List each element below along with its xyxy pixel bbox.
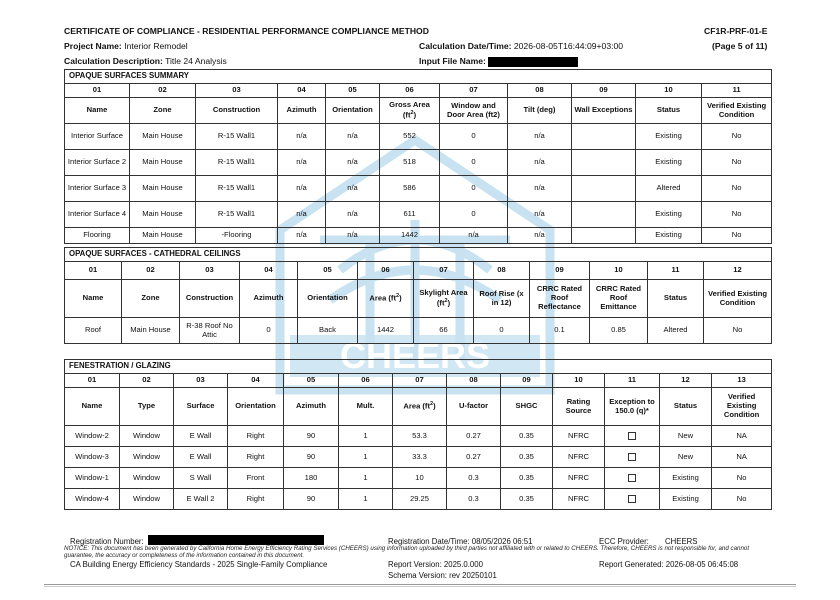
fenestration-cell: 0.27 <box>447 426 501 447</box>
form-id: CF1R-PRF-01-E <box>704 26 768 36</box>
fenestration-cell: Window-1 <box>65 468 120 489</box>
opaque-cell: n/a <box>508 150 572 176</box>
fenestration-row <box>65 426 772 447</box>
opaque-cell: Existing <box>636 202 702 228</box>
opaque-col-number: 05 <box>326 84 380 98</box>
cathedral-cell: 66 <box>414 318 474 344</box>
watermark-text: CHEERS <box>339 335 491 376</box>
opaque-column-header-text: Orientation <box>332 105 373 115</box>
cathedral-cell: 0 <box>474 318 530 344</box>
fenestration-close-paren: ) <box>433 401 436 411</box>
calc-description-value: Title 24 Analysis <box>165 56 227 66</box>
opaque-cell: n/a <box>326 228 380 244</box>
opaque-cell: Main House <box>130 202 196 228</box>
fenestration-col-number: 10 <box>553 374 605 388</box>
fenestration-column-header-text: Mult. <box>356 401 375 411</box>
opaque-cell: Existing <box>636 228 702 244</box>
fenestration-column-header <box>65 388 120 426</box>
input-file-redaction <box>488 57 578 67</box>
fenestration-cell: NFRC <box>553 426 605 447</box>
opaque-col-number: 11 <box>702 84 772 98</box>
opaque-cell: n/a <box>440 228 508 244</box>
fenestration-column-header <box>228 388 284 426</box>
fenestration-column-header <box>284 388 339 426</box>
fenestration-col-number: 11 <box>605 374 660 388</box>
opaque-cell: R-15 Wall1 <box>196 202 278 228</box>
opaque-cell: Interior Surface 2 <box>65 150 130 176</box>
fenestration-exception-checkbox-cell <box>605 489 660 510</box>
fenestration-cell: New <box>660 426 712 447</box>
cathedral-header-row <box>65 280 772 318</box>
fenestration-column-header <box>174 388 228 426</box>
cathedral-column-header-text: Skylight Area (ft <box>419 288 468 308</box>
opaque-col-number: 06 <box>380 84 440 98</box>
footer-rule <box>44 584 796 585</box>
cathedral-column-header-text: Zone <box>141 293 160 303</box>
opaque-cell: -Flooring <box>196 228 278 244</box>
cathedral-col-number: 12 <box>704 262 772 280</box>
opaque-column-header <box>278 98 326 124</box>
checkbox-icon <box>628 432 636 440</box>
opaque-cell <box>572 150 636 176</box>
opaque-row <box>65 202 772 228</box>
opaque-header-row <box>65 98 772 124</box>
opaque-column-header-text: Window and Door Area (ft2) <box>447 100 500 119</box>
opaque-close-paren: ) <box>413 110 417 120</box>
opaque-col-number: 02 <box>130 84 196 98</box>
fenestration-cell: Window-2 <box>65 426 120 447</box>
document-title: CERTIFICATE OF COMPLIANCE - RESIDENTIAL PERFORMANCE COMPLIANCE METHOD <box>64 26 429 36</box>
opaque-cell: n/a <box>508 176 572 202</box>
opaque-cell: n/a <box>326 202 380 228</box>
opaque-surfaces-title: OPAQUE SURFACES SUMMARY <box>65 70 772 84</box>
fenestration-cell: 29.25 <box>393 489 447 510</box>
ecc-provider-label: ECC Provider: <box>599 537 649 546</box>
opaque-column-header-text: Tilt (deg) <box>523 105 556 115</box>
cathedral-cell: R-38 Roof No Attic <box>180 318 240 344</box>
checkbox-icon <box>628 453 636 461</box>
cathedral-col-number: 04 <box>240 262 298 280</box>
opaque-cell: Main House <box>130 228 196 244</box>
opaque-cell: 611 <box>380 202 440 228</box>
cathedral-col-number: 09 <box>530 262 590 280</box>
fenestration-row <box>65 489 772 510</box>
opaque-cell: n/a <box>326 150 380 176</box>
fenestration-number-row <box>65 374 772 388</box>
project-name-value: Interior Remodel <box>124 41 188 51</box>
fenestration-cell: Front <box>228 468 284 489</box>
calc-description-label: Calculation Description: <box>64 56 163 66</box>
fenestration-column-header-text: Area (ft <box>403 401 430 411</box>
fenestration-column-header <box>447 388 501 426</box>
fenestration-cell: Right <box>228 489 284 510</box>
fenestration-col-number: 13 <box>712 374 772 388</box>
fenestration-cell: Existing <box>660 489 712 510</box>
opaque-row <box>65 150 772 176</box>
cathedral-cell: 0.1 <box>530 318 590 344</box>
fenestration-cell: 0.35 <box>501 468 553 489</box>
opaque-column-header <box>508 98 572 124</box>
registration-number-label: Registration Number: <box>70 537 144 546</box>
opaque-cell: Existing <box>636 150 702 176</box>
fenestration-cell: 0.3 <box>447 489 501 510</box>
opaque-column-header-text: Gross Area (ft <box>389 100 430 120</box>
opaque-cell: 0 <box>440 202 508 228</box>
fenestration-cell: E Wall <box>174 426 228 447</box>
cathedral-cell: 1442 <box>358 318 414 344</box>
fenestration-cell: 1 <box>339 468 393 489</box>
cathedral-column-header-text: CRRC Rated Roof Emittance <box>595 284 642 311</box>
opaque-cell: Interior Surface 3 <box>65 176 130 202</box>
fenestration-cell: 90 <box>284 489 339 510</box>
opaque-cell: n/a <box>508 228 572 244</box>
cathedral-cell: No <box>704 318 772 344</box>
fenestration-cell: NFRC <box>553 489 605 510</box>
opaque-column-header <box>702 98 772 124</box>
fenestration-col-number: 01 <box>65 374 120 388</box>
fenestration-cell: Window-4 <box>65 489 120 510</box>
cathedral-column-header <box>530 280 590 318</box>
schema-version: Schema Version: rev 20250101 <box>388 571 497 580</box>
opaque-cell: n/a <box>278 124 326 150</box>
fenestration-cell: E Wall <box>174 447 228 468</box>
cathedral-ceilings-title: OPAQUE SURFACES - CATHEDRAL CEILINGS <box>65 248 772 262</box>
opaque-cell: R-15 Wall1 <box>196 176 278 202</box>
opaque-col-number: 07 <box>440 84 508 98</box>
opaque-cell: Main House <box>130 150 196 176</box>
cathedral-column-header-text: Verified Existing Condition <box>707 288 768 307</box>
opaque-column-header <box>130 98 196 124</box>
cathedral-row <box>65 318 772 344</box>
cathedral-col-number: 07 <box>414 262 474 280</box>
fenestration-cell: Window <box>120 468 174 489</box>
cathedral-column-header <box>704 280 772 318</box>
cathedral-column-header <box>122 280 180 318</box>
fenestration-col-number: 08 <box>447 374 501 388</box>
fenestration-cell: Window <box>120 447 174 468</box>
opaque-col-number: 10 <box>636 84 702 98</box>
fenestration-col-number: 05 <box>284 374 339 388</box>
opaque-cell: 586 <box>380 176 440 202</box>
opaque-column-header <box>572 98 636 124</box>
fenestration-exception-checkbox-cell <box>605 426 660 447</box>
opaque-cell: Main House <box>130 176 196 202</box>
opaque-column-header <box>440 98 508 124</box>
opaque-cell: Existing <box>636 124 702 150</box>
opaque-cell: 1442 <box>380 228 440 244</box>
fenestration-column-header <box>553 388 605 426</box>
fenestration-row <box>65 468 772 489</box>
fenestration-cell: 90 <box>284 447 339 468</box>
cathedral-column-header <box>180 280 240 318</box>
opaque-cell: No <box>702 202 772 228</box>
cathedral-cell: Altered <box>648 318 704 344</box>
cathedral-column-header-text: Area (ft <box>369 293 396 303</box>
fenestration-exception-checkbox-cell <box>605 447 660 468</box>
opaque-column-header-text: Construction <box>212 105 261 115</box>
fenestration-cell: NA <box>712 426 772 447</box>
opaque-cell: 0 <box>440 150 508 176</box>
input-file-label: Input File Name: <box>419 56 486 66</box>
fenestration-column-header-text: Status <box>673 401 698 411</box>
fenestration-cell: 0.3 <box>447 468 501 489</box>
fenestration-column-header-text: Exception to 150.0 (q)* <box>609 396 655 415</box>
cathedral-col-number: 10 <box>590 262 648 280</box>
opaque-cell: Interior Surface <box>65 124 130 150</box>
opaque-column-header <box>326 98 380 124</box>
opaque-column-header-text: Wall Exceptions <box>574 105 633 115</box>
fenestration-column-header <box>660 388 712 426</box>
cathedral-col-number: 06 <box>358 262 414 280</box>
opaque-surfaces-table <box>64 69 772 244</box>
cathedral-column-header <box>240 280 298 318</box>
opaque-cell: 518 <box>380 150 440 176</box>
opaque-cell <box>572 176 636 202</box>
fenestration-cell: No <box>712 489 772 510</box>
fenestration-column-header <box>605 388 660 426</box>
opaque-cell <box>572 228 636 244</box>
fenestration-cell: 0.35 <box>501 447 553 468</box>
opaque-column-header-text: Verified Existing Condition <box>707 100 767 119</box>
fenestration-column-header-text: U-factor <box>458 401 489 411</box>
fenestration-column-header-text: Verified Existing Condition <box>723 392 760 419</box>
fenestration-cell: Right <box>228 426 284 447</box>
fenestration-cell: No <box>712 468 772 489</box>
opaque-column-header <box>65 98 130 124</box>
opaque-row <box>65 176 772 202</box>
opaque-cell: Interior Surface 4 <box>65 202 130 228</box>
fenestration-column-header-text: Azimuth <box>296 401 326 411</box>
fenestration-column-header <box>339 388 393 426</box>
cathedral-column-header-text: Construction <box>185 293 234 303</box>
cathedral-ceilings-table <box>64 247 772 344</box>
report-version: Report Version: 2025.0.000 <box>388 560 483 569</box>
cathedral-column-header-text: Status <box>663 293 688 303</box>
fenestration-col-number: 02 <box>120 374 174 388</box>
cathedral-col-number: 02 <box>122 262 180 280</box>
cathedral-col-number: 05 <box>298 262 358 280</box>
cathedral-col-number: 11 <box>648 262 704 280</box>
opaque-cell: n/a <box>278 202 326 228</box>
cathedral-column-header-text: Name <box>82 293 104 303</box>
opaque-cell: n/a <box>326 176 380 202</box>
opaque-cell <box>572 202 636 228</box>
page-number: (Page 5 of 11) <box>712 41 768 51</box>
opaque-cell: 0 <box>440 124 508 150</box>
fenestration-cell: 0.35 <box>501 426 553 447</box>
fenestration-col-number: 12 <box>660 374 712 388</box>
fenestration-cell: Window <box>120 489 174 510</box>
opaque-cell: n/a <box>278 176 326 202</box>
checkbox-icon <box>628 495 636 503</box>
opaque-cell: n/a <box>326 124 380 150</box>
fenestration-cell: Window-3 <box>65 447 120 468</box>
registration-number-redaction <box>148 535 324 545</box>
fenestration-column-header-text: Name <box>81 401 103 411</box>
fenestration-superscript: 2 <box>430 401 434 408</box>
input-file-row <box>419 56 578 67</box>
fenestration-cell: 1 <box>339 489 393 510</box>
fenestration-cell: Existing <box>660 468 712 489</box>
opaque-cell: n/a <box>508 124 572 150</box>
opaque-cell: No <box>702 228 772 244</box>
fenestration-cell: 10 <box>393 468 447 489</box>
fenestration-cell: NA <box>712 447 772 468</box>
fenestration-title: FENESTRATION / GLAZING <box>65 360 772 374</box>
fenestration-cell: Right <box>228 447 284 468</box>
fenestration-column-header <box>712 388 772 426</box>
checkbox-icon <box>628 474 636 482</box>
cheers-notice: NOTICE: This document has been generated by California Home Energy Efficiency Rating Services (CHEERS) using information uploaded by third parties not affiliated with or related to CHEERS. Therefore, CHEERS is not responsible for, and cannot guarantee, the accuracy or completeness of the information contained in this document. <box>64 545 750 559</box>
project-name-label: Project Name: <box>64 41 122 51</box>
opaque-cell: 552 <box>380 124 440 150</box>
ecc-provider-value: CHEERS <box>665 537 698 546</box>
opaque-cell: R-15 Wall1 <box>196 150 278 176</box>
calc-datetime-row <box>419 41 623 51</box>
fenestration-col-number: 09 <box>501 374 553 388</box>
opaque-column-header <box>196 98 278 124</box>
cathedral-cell: 0.85 <box>590 318 648 344</box>
fenestration-column-header <box>501 388 553 426</box>
fenestration-cell: S Wall <box>174 468 228 489</box>
calc-datetime-value: 2026-08-05T16:44:09+03:00 <box>513 41 624 51</box>
opaque-cell: No <box>702 176 772 202</box>
opaque-col-number: 08 <box>508 84 572 98</box>
fenestration-cell: 1 <box>339 447 393 468</box>
cathedral-number-row <box>65 262 772 280</box>
fenestration-cell: 53.3 <box>393 426 447 447</box>
cathedral-column-header-text: CRRC Rated Roof Reflectance <box>536 284 583 311</box>
opaque-column-header-text: Status <box>656 105 681 115</box>
opaque-cell: 0 <box>440 176 508 202</box>
fenestration-column-header-text: Type <box>137 401 156 411</box>
cathedral-superscript: 2 <box>444 297 448 304</box>
opaque-col-number: 01 <box>65 84 130 98</box>
cathedral-cell: Roof <box>65 318 122 344</box>
opaque-row <box>65 124 772 150</box>
opaque-number-row <box>65 84 772 98</box>
fenestration-cell: 0.35 <box>501 489 553 510</box>
fenestration-exception-checkbox-cell <box>605 468 660 489</box>
fenestration-table <box>64 359 772 510</box>
fenestration-column-header-text: Orientation <box>235 401 276 411</box>
opaque-cell: Flooring <box>65 228 130 244</box>
fenestration-row <box>65 447 772 468</box>
fenestration-header-row <box>65 388 772 426</box>
opaque-cell: No <box>702 150 772 176</box>
opaque-cell: n/a <box>278 228 326 244</box>
cathedral-column-header <box>298 280 358 318</box>
fenestration-column-header <box>120 388 174 426</box>
opaque-cell: n/a <box>278 150 326 176</box>
report-generated: Report Generated: 2026-08-05 06:45:08 <box>599 560 739 569</box>
opaque-column-header <box>380 98 440 124</box>
opaque-cell: R-15 Wall1 <box>196 124 278 150</box>
fenestration-cell: 90 <box>284 426 339 447</box>
fenestration-column-header <box>393 388 447 426</box>
project-name-row <box>64 41 188 51</box>
opaque-col-number: 03 <box>196 84 278 98</box>
fenestration-cell: New <box>660 447 712 468</box>
fenestration-cell: 180 <box>284 468 339 489</box>
opaque-superscript: 2 <box>410 109 414 116</box>
fenestration-cell: NFRC <box>553 468 605 489</box>
fenestration-cell: Window <box>120 426 174 447</box>
fenestration-cell: 0.27 <box>447 447 501 468</box>
opaque-col-number: 09 <box>572 84 636 98</box>
cathedral-column-header <box>590 280 648 318</box>
opaque-column-header-text: Azimuth <box>286 105 317 115</box>
fenestration-column-header-text: Rating Source <box>565 396 592 415</box>
cathedral-cell: 0 <box>240 318 298 344</box>
fenestration-cell: E Wall 2 <box>174 489 228 510</box>
cathedral-col-number: 03 <box>180 262 240 280</box>
opaque-column-header-text: Zone <box>153 105 172 115</box>
footer-rule-secondary <box>44 586 796 587</box>
opaque-cell <box>572 124 636 150</box>
fenestration-col-number: 04 <box>228 374 284 388</box>
opaque-cell: No <box>702 124 772 150</box>
registration-datetime: Registration Date/Time: 08/05/2026 06:51 <box>388 537 533 546</box>
cathedral-column-header-text: Roof Rise (x in 12) <box>479 288 524 307</box>
fenestration-column-header-text: Surface <box>186 401 215 411</box>
standards-line: CA Building Energy Efficiency Standards - 2025 Single-Family Compliance <box>70 560 328 569</box>
cathedral-column-header <box>414 280 474 318</box>
fenestration-col-number: 03 <box>174 374 228 388</box>
opaque-cell: Altered <box>636 176 702 202</box>
opaque-cell: Main House <box>130 124 196 150</box>
cathedral-column-header <box>65 280 122 318</box>
opaque-column-header <box>636 98 702 124</box>
cathedral-superscript: 2 <box>396 293 400 300</box>
cathedral-close-paren: ) <box>447 298 451 308</box>
fenestration-cell: 33.3 <box>393 447 447 468</box>
cathedral-column-header-text: Orientation <box>307 293 348 303</box>
cathedral-col-number: 01 <box>65 262 122 280</box>
fenestration-cell: NFRC <box>553 447 605 468</box>
cathedral-cell: Back <box>298 318 358 344</box>
cathedral-close-paren: ) <box>399 293 402 303</box>
opaque-cell: n/a <box>508 202 572 228</box>
fenestration-cell: 1 <box>339 426 393 447</box>
cathedral-column-header <box>358 280 414 318</box>
opaque-row <box>65 228 772 244</box>
cathedral-column-header <box>474 280 530 318</box>
calc-description-row <box>64 56 227 66</box>
cathedral-column-header-text: Azimuth <box>253 293 284 303</box>
cathedral-cell: Main House <box>122 318 180 344</box>
cathedral-col-number: 08 <box>474 262 530 280</box>
cathedral-column-header <box>648 280 704 318</box>
fenestration-column-header-text: SHGC <box>515 401 538 411</box>
fenestration-col-number: 06 <box>339 374 393 388</box>
opaque-col-number: 04 <box>278 84 326 98</box>
fenestration-col-number: 07 <box>393 374 447 388</box>
calc-datetime-label: Calculation Date/Time: <box>419 41 512 51</box>
opaque-column-header-text: Name <box>86 105 108 115</box>
